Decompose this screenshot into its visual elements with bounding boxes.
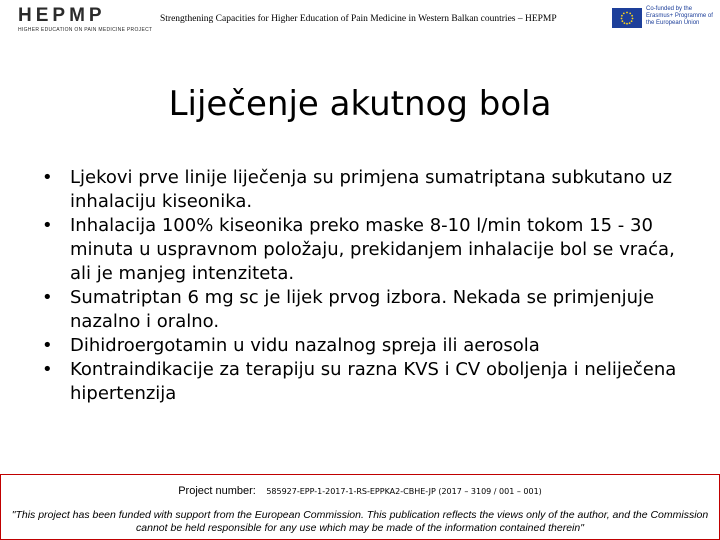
bullet-text: Ljekovi prve linije liječenja su primjena sumatriptana subkutano uz inhalaciju kiseonika.	[70, 167, 673, 212]
eu-flag-icon	[612, 8, 642, 28]
logo-subtitle: HIGHER EDUCATION ON PAIN MEDICINE PROJECT	[18, 27, 153, 33]
hepmp-logo	[18, 5, 153, 36]
project-number-label: Project number:	[178, 485, 256, 497]
bullet-icon: •	[42, 335, 53, 356]
bullet-icon: •	[42, 167, 53, 188]
bullet-text: Inhalacija 100% kiseonika preko maske 8-10 l/min tokom 15 - 30 minuta u uspravnom položaju, prekidanjem inhalacije bol se vraća, ali je manjeg intenziteta.	[70, 215, 675, 284]
slide-header	[0, 0, 720, 38]
bullet-icon: •	[42, 215, 53, 236]
list-item	[38, 214, 678, 286]
project-number: 585927-EPP-1-2017-1-RS-EPPKA2-CBHE-JP (2017 – 3109 / 001 – 001)	[266, 487, 542, 496]
eu-cofunded-text: Co-funded by the Erasmus+ Programme of the European Union	[646, 6, 713, 26]
eu-cofunded-logo	[612, 6, 716, 32]
bullet-icon: •	[42, 287, 53, 308]
slide-footer	[0, 474, 720, 540]
bullet-icon: •	[42, 359, 53, 380]
bullet-text: Kontraindikacije za terapiju su razna KVS i CV oboljenja i neliječena hipertenzija	[70, 359, 677, 404]
project-title: Strengthening Capacities for Higher Education of Pain Medicine in Western Balkan countries – HEPMP	[160, 14, 557, 24]
project-number-line	[1, 481, 719, 499]
list-item	[38, 334, 678, 358]
funding-disclaimer: "This project has been funded with support from the European Commission. This publication reflects the views only of the author, and the Commission cannot be held responsible for any use which may be made of the information contained therein"	[11, 509, 709, 534]
list-item	[38, 358, 678, 406]
slide-title: Liječenje akutnog bola	[168, 84, 552, 124]
list-item	[38, 166, 678, 214]
bullet-list	[38, 166, 678, 406]
logo-wordmark: HEPMP	[18, 5, 106, 26]
list-item	[38, 286, 678, 334]
bullet-text: Dihidroergotamin u vidu nazalnog spreja ili aerosola	[70, 335, 540, 356]
bullet-text: Sumatriptan 6 mg sc je lijek prvog izbora. Nekada se primjenjuje nazalno i oralno.	[70, 287, 655, 332]
